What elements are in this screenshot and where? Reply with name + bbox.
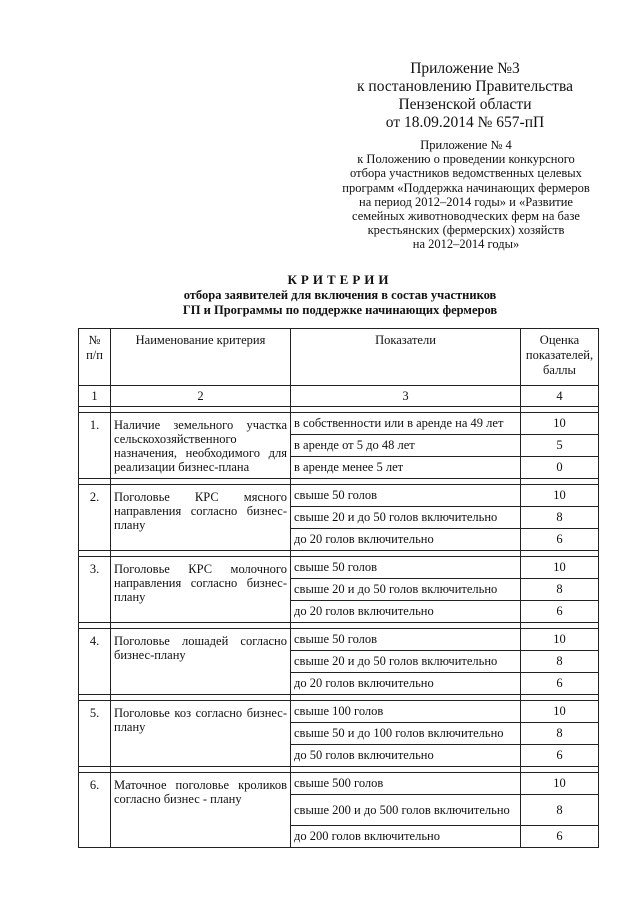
column-number-row [79,386,599,407]
table-row [79,773,599,795]
appendix-line: от 18.09.2014 № 657-пП [385,114,545,131]
indicator-cell: в аренде от 5 до 48 лет [291,435,521,457]
score-cell: 10 [521,557,599,579]
score-cell: 6 [521,745,599,767]
score-cell: 8 [521,723,599,745]
appendix-line: Приложение №3 [410,60,520,77]
table-row [79,701,599,723]
appendix-4-header [335,138,597,252]
criterion-name: Поголовье коз согласно бизнес-плану [111,701,291,767]
column-number: 3 [291,386,521,407]
appendix-line: на период 2012–2014 годы» и «Развитие [359,194,573,209]
score-cell: 8 [521,651,599,673]
indicator-cell: свыше 20 и до 50 голов включительно [291,507,521,529]
score-cell: 5 [521,435,599,457]
appendix-line: программ «Поддержка начинающих фермеров [342,180,590,195]
appendix-line: Пензенской области [398,96,532,113]
appendix-3-header [330,60,600,132]
table-header-row [79,329,599,386]
indicator-cell: в собственности или в аренде на 49 лет [291,413,521,435]
indicator-cell: свыше 20 и до 50 голов включительно [291,651,521,673]
indicator-cell: свыше 20 и до 50 голов включительно [291,579,521,601]
table-row [79,485,599,507]
score-cell: 8 [521,507,599,529]
criterion-name: Поголовье КРС мясного направления согласно бизнес-плану [111,485,291,551]
appendix-line: к Положению о проведении конкурсного [357,152,575,167]
appendix-line: к постановлению Правительства [357,78,573,95]
criterion-number: 5. [79,701,111,767]
table-row [79,629,599,651]
header-score: Оценка показателей, баллы [521,329,599,386]
indicator-cell: до 20 голов включительно [291,601,521,623]
header-indicators: Показатели [291,329,521,386]
criterion-number: 6. [79,773,111,848]
score-cell: 6 [521,673,599,695]
criterion-number: 3. [79,557,111,623]
score-cell: 10 [521,629,599,651]
score-cell: 10 [521,413,599,435]
title-subtitle-line: ГП и Программы по поддержке начинающих фермеров [182,302,498,317]
column-number: 1 [79,386,111,407]
appendix-line: отбора участников ведомственных целевых [350,166,582,181]
indicator-cell: свыше 500 голов [291,773,521,795]
criterion-name: Наличие земельного участка сельскохозяйственного назначения, необходимого для реализации бизнес-плана [111,413,291,479]
indicator-cell: до 20 голов включительно [291,529,521,551]
indicator-cell: до 200 голов включительно [291,826,521,848]
header-num: № п/п [79,329,111,386]
indicator-cell: свыше 200 и до 500 голов включительно [291,795,521,826]
column-number: 2 [111,386,291,407]
indicator-cell: до 50 голов включительно [291,745,521,767]
score-cell: 10 [521,485,599,507]
criterion-number: 4. [79,629,111,695]
table-row [79,413,599,435]
score-cell: 6 [521,826,599,848]
score-cell: 0 [521,457,599,479]
criterion-number: 2. [79,485,111,551]
score-cell: 8 [521,579,599,601]
indicator-cell: свыше 50 голов [291,557,521,579]
criterion-name: Поголовье лошадей согласно бизнес-плану [111,629,291,695]
indicator-cell: свыше 50 и до 100 голов включительно [291,723,521,745]
score-cell: 10 [521,701,599,723]
score-cell: 6 [521,601,599,623]
criterion-name: Маточное поголовье кроликов согласно бизнес - плану [111,773,291,848]
appendix-line: Приложение № 4 [420,138,512,152]
appendix-line: крестьянских (фермерских) хозяйств [367,223,565,238]
table-row [79,557,599,579]
appendix-line: на 2012–2014 годы» [412,237,520,252]
column-number: 4 [521,386,599,407]
indicator-cell: свыше 100 голов [291,701,521,723]
indicator-cell: свыше 50 голов [291,485,521,507]
score-cell: 10 [521,773,599,795]
indicator-cell: свыше 50 голов [291,629,521,651]
score-cell: 6 [521,529,599,551]
criterion-name: Поголовье КРС молочного направления согласно бизнес-плану [111,557,291,623]
score-cell: 8 [521,795,599,826]
title-subtitle-line: отбора заявителей для включения в состав участников [183,288,497,302]
criteria-table [78,328,599,848]
indicator-cell: до 20 голов включительно [291,673,521,695]
title-main: КРИТЕРИИ [287,272,393,287]
criterion-number: 1. [79,413,111,479]
header-name: Наименование критерия [111,329,291,386]
appendix-line: семейных животноводческих ферм на базе [352,209,580,224]
document-title [80,272,600,317]
indicator-cell: в аренде менее 5 лет [291,457,521,479]
